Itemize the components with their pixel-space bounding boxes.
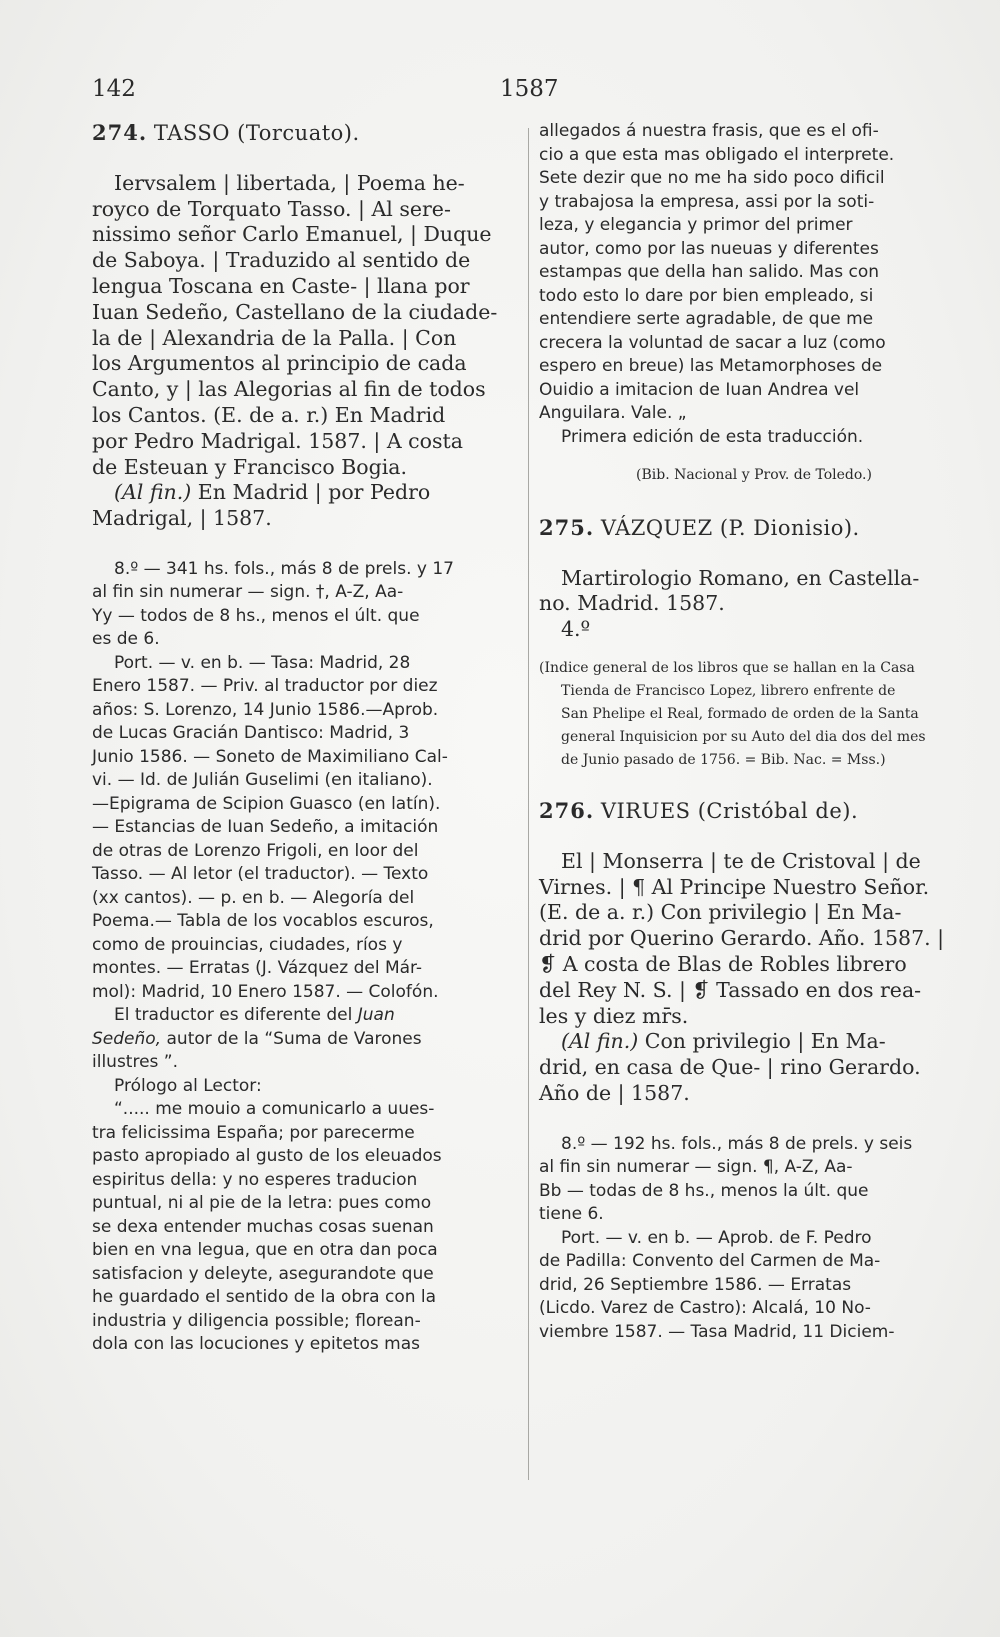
text-line: les y diez mr̄s.	[539, 1003, 689, 1028]
text-line: al fin sin numerar — sign. †, A-Z, Aa-	[92, 582, 404, 603]
text-line: viembre 1587. — Tasa Madrid, 11 Diciem-	[539, 1321, 895, 1342]
running-year: 1587	[500, 76, 559, 102]
spacer	[92, 532, 510, 558]
text-line: Bb — todas de 8 hs., menos la últ. que	[539, 1180, 869, 1201]
text-line: de otras de Lorenzo Frigoli, en loor del	[92, 840, 419, 861]
text-line: la de | Alexandria de la Palla. | Con	[92, 325, 457, 350]
text-line: Tasso. — Al letor (el traductor). — Texto	[92, 864, 429, 885]
text-span: El traductor es diferente del	[114, 1005, 358, 1026]
text-line: Primera edición de esta traducción.	[561, 426, 864, 447]
text-line: tra felicissima España; por parecerme	[92, 1122, 415, 1143]
source-note: (Bib. Nacional y Prov. de Toledo.)	[636, 467, 872, 483]
text-line: es de 6.	[92, 629, 160, 650]
text-line: espiritus della: y no esperes traducion	[92, 1169, 418, 1190]
italic-phrase: (Al fin.)	[114, 480, 192, 505]
entry-number: 276.	[539, 797, 595, 823]
text-line: allegados á nuestra frasis, que es el ofi-	[539, 121, 879, 141]
text-line: 8.º — 341 hs. fols., más 8 de prels. y 17	[114, 558, 454, 579]
text-line: se dexa entender muchas cosas suenan	[92, 1216, 434, 1237]
text-span: autor de la “Suma de Varones	[161, 1028, 422, 1049]
text-line: de Saboya. | Traduzido al sentido de	[92, 248, 471, 273]
spacer	[539, 449, 969, 463]
text-line: Iervsalem | libertada, | Poema he-	[114, 170, 465, 195]
spacer	[539, 489, 969, 515]
index-note	[539, 657, 969, 772]
text-line: 4.º	[561, 617, 591, 642]
prologue-continuation	[539, 120, 969, 449]
text-line: autor, como por las nueuas y diferentes	[539, 238, 879, 259]
text-line: tiene 6.	[539, 1204, 604, 1225]
text-line: Enero 1587. — Priv. al traductor por diez	[92, 676, 438, 697]
text-line: Poema.— Tabla de los vocablos escuros,	[92, 911, 434, 932]
text-line: Sete dezir que no me ha sido poco dificil	[539, 168, 885, 188]
text-line: San Phelipe el Real, formado de orden de la Santa	[561, 705, 919, 722]
entry-number: 275.	[539, 514, 595, 540]
text-line: (Indice general de los libros que se hallan en la Casa	[539, 659, 915, 676]
text-line: de Padilla: Convento del Carmen de Ma-	[539, 1251, 881, 1272]
text-line: todo esto lo dare por bien empleado, si	[539, 285, 874, 306]
text-line: “..... me mouio a comunicarlo a uues-	[114, 1099, 435, 1120]
text-line: los Argumentos al principio de cada	[92, 351, 467, 376]
entry-276-title	[539, 798, 969, 825]
text-line: Port. — v. en b. — Aprob. de F. Pedro	[561, 1227, 872, 1248]
text-line: drid por Querino Gerardo. Año. 1587. |	[539, 926, 945, 951]
text-line: lengua Toscana en Caste- | llana por	[92, 273, 470, 298]
text-span: Con privilegio | En Ma-	[638, 1029, 886, 1054]
text-line: Tienda de Francisco Lopez, librero enfrente de	[561, 682, 896, 699]
text-line: bien en vna legua, que en otra dan poca	[92, 1240, 438, 1261]
spacer	[539, 1107, 969, 1133]
text-line: 8.º — 192 hs. fols., más 8 de prels. y seis	[561, 1133, 913, 1154]
page-header	[92, 76, 928, 106]
text-line	[92, 1028, 510, 1052]
text-line: mol): Madrid, 10 Enero 1587. — Colofón.	[92, 981, 439, 1002]
text-line: por Pedro Madrigal. 1587. | A costa	[92, 428, 463, 453]
text-line: general Inquisicion por su Auto del dia dos del mes	[561, 728, 926, 745]
text-line	[92, 480, 510, 506]
text-line: espero en breue) las Metamorphoses de	[539, 356, 883, 376]
text-line: Anguilara. Vale. „	[539, 403, 687, 423]
left-column	[92, 120, 510, 1357]
text-line: — Estancias de Iuan Sedeño, a imitación	[92, 817, 439, 838]
text-line: El | Monserra | te de Cristoval | de	[561, 848, 921, 873]
text-line: illustres ”.	[92, 1052, 179, 1073]
entry-number: 274.	[92, 120, 148, 145]
text-line: crecera la voluntad de sacar a luz (como	[539, 332, 886, 353]
text-line: Virnes. | ¶ Al Principe Nuestro Señor.	[539, 874, 930, 899]
text-line: de Lucas Gracián Dantisco: Madrid, 3	[92, 723, 410, 744]
entry-276-title-transcription	[539, 849, 969, 1107]
entry-heading: VIRUES (Cristóbal de).	[600, 798, 859, 823]
text-line: (E. de a. r.) Con privilegio | En Ma-	[539, 900, 902, 925]
text-line: cio a que esta mas obligado el interprete.	[539, 144, 895, 165]
text-line: drid, 26 Septiembre 1586. — Erratas	[539, 1274, 852, 1295]
text-line: (Licdo. Varez de Castro): Alcalá, 10 No-	[539, 1298, 871, 1319]
text-line: Año de | 1587.	[539, 1080, 690, 1105]
text-line: Ouidio a imitacion de Iuan Andrea vel	[539, 379, 860, 400]
text-line: como de prouincias, ciudades, ríos y	[92, 934, 403, 955]
text-line: y trabajosa la empresa, assi por la soti-	[539, 191, 875, 212]
text-line: Canto, y | las Alegorias al fin de todos	[92, 377, 486, 402]
text-line: —Epigrama de Scipion Guasco (en latín).	[92, 793, 441, 814]
text-line: Yy — todos de 8 hs., menos el últ. que	[92, 605, 420, 626]
text-line: royco de Torquato Tasso. | Al sere-	[92, 196, 451, 221]
text-line: pasto apropiado al gusto de los eleuados	[92, 1146, 442, 1167]
text-line: Madrigal, | 1587.	[92, 506, 272, 531]
text-line: de Junio pasado de 1756. = Bib. Nac. = Mss.)	[561, 751, 886, 768]
text-line: Iuan Sedeño, Castellano de la ciudade-	[92, 299, 498, 324]
text-line: vi. — Id. de Julián Guselimi (en italiano).	[92, 770, 433, 791]
entry-275-title	[539, 515, 969, 542]
page-number: 142	[92, 76, 136, 102]
entry-274-title	[92, 120, 510, 147]
spacer	[539, 643, 969, 657]
text-line: montes. — Erratas (J. Vázquez del Már-	[92, 958, 423, 979]
text-line: entendiere serte agradable, de que me	[539, 309, 874, 329]
entry-heading: VÁZQUEZ (P. Dionisio).	[600, 515, 860, 540]
text-line: industria y diligencia possible; florean-	[92, 1310, 421, 1331]
entry-274-title-transcription	[92, 171, 510, 532]
text-line: he guardado el sentido de la obra con la	[92, 1287, 437, 1308]
italic-name: Juan	[357, 1005, 395, 1026]
text-line: drid, en casa de Que- | rino Gerardo.	[539, 1055, 921, 1080]
text-line: años: S. Lorenzo, 14 Junio 1586.—Aprob.	[92, 699, 439, 720]
text-line: satisfacion y deleyte, asegurandote que	[92, 1263, 434, 1284]
entry-276-description	[539, 1133, 969, 1345]
text-line: Junio 1586. — Soneto de Maximiliano Cal-	[92, 746, 448, 767]
entry-274-description	[92, 558, 510, 1357]
entry-heading: TASSO (Torcuato).	[153, 121, 360, 145]
text-span: En Madrid | por Pedro	[191, 480, 431, 505]
text-line: puntual, ni al pie de la letra: pues como	[92, 1193, 432, 1214]
italic-phrase: (Al fin.)	[561, 1029, 639, 1054]
text-line	[92, 1004, 510, 1028]
text-line: del Rey N. S. | ❡ Tassado en dos rea-	[539, 977, 922, 1002]
text-line: Port. — v. en b. — Tasa: Madrid, 28	[114, 652, 411, 673]
text-line: Martirologio Romano, en Castella-	[561, 565, 920, 590]
text-line: no. Madrid. 1587.	[539, 591, 725, 616]
text-line: Prólogo al Lector:	[114, 1075, 262, 1096]
text-line: dola con las locuciones y epitetos mas	[92, 1334, 420, 1355]
text-line: de Esteuan y Francisco Bogia.	[92, 454, 408, 479]
text-line	[539, 1029, 969, 1055]
italic-name: Sedeño,	[92, 1028, 162, 1049]
text-line: los Cantos. (E. de a. r.) En Madrid	[92, 402, 446, 427]
text-line: ❡ A costa de Blas de Robles librero	[539, 951, 907, 976]
text-line: (xx cantos). — p. en b. — Alegoría del	[92, 887, 415, 908]
text-line: leza, y elegancia y primor del primer	[539, 215, 853, 235]
text-line: estampas que della han salido. Mas con	[539, 262, 880, 282]
spacer	[539, 772, 969, 798]
text-line: al fin sin numerar — sign. ¶, A-Z, Aa-	[539, 1157, 853, 1178]
right-column	[539, 120, 969, 1344]
text-line: nissimo señor Carlo Emanuel, | Duque	[92, 222, 492, 247]
column-divider	[528, 128, 529, 1480]
